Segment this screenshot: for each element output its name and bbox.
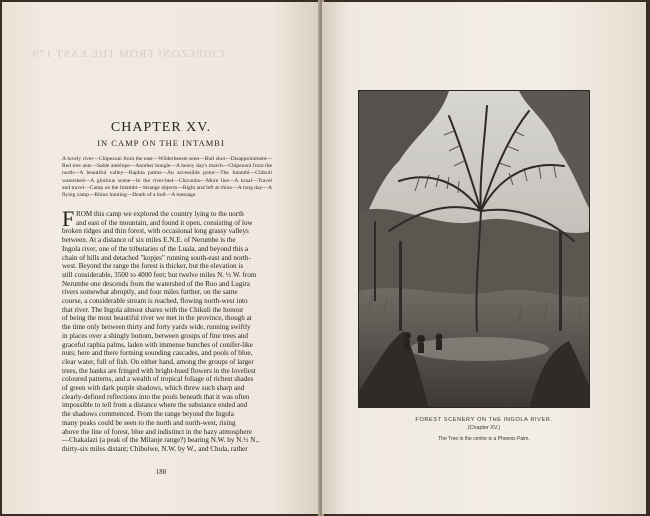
chapter-subtitle: IN CAMP ON THE INTAMBI bbox=[97, 138, 225, 148]
body-text-line: graceful raphia palms, laden with immense bunches of conifer-like bbox=[62, 340, 253, 349]
forest-scenery-photograph bbox=[358, 90, 590, 408]
body-text-line: the time only between thirty and forty yards wide, running swiftly bbox=[62, 323, 251, 332]
body-text-line: of being the most beautiful river we met in the province, though at bbox=[62, 314, 252, 323]
body-text-line: many peaks could be seen to the north and north-west, rising bbox=[62, 418, 236, 427]
right-page bbox=[322, 2, 646, 514]
body-text-line: coloured patterns, and a wealth of tropical foliage of richest shades bbox=[62, 375, 254, 384]
body-text-line: course, a considerable stream is reached, flowing north-west into bbox=[62, 297, 248, 306]
plate-caption-note: The Tree in the centre is a Phoenix Palm. bbox=[438, 436, 530, 442]
body-text-line: clearly-defined reflections into the pools beneath that it was often bbox=[62, 392, 250, 401]
palm-forest-illustration bbox=[359, 91, 590, 408]
body-text-line: in places over a shingly bottom, between groups of fine trees and bbox=[62, 331, 249, 340]
page-number: 180 bbox=[155, 468, 167, 476]
body-text-line: thirty-six miles distant; Chibolwe, N.W. by W., and Chula, rather bbox=[62, 444, 248, 453]
left-page bbox=[2, 2, 320, 514]
body-text-line: —Chakalazi (a peak of the Milanje range?) bearing N.W. by N.½ N., bbox=[62, 436, 260, 445]
body-text-line: Nerumbe one descends from the watershed of the Ruo and Lugira bbox=[62, 279, 250, 288]
body-text-line: chain of hills and detached "kopjes" running south-east and north- bbox=[62, 253, 251, 262]
body-text-line: broken ridges and thin forest, with occasional long grassy valleys bbox=[62, 227, 249, 236]
body-text-line: west. Beyond the range the forest is thicker, but the elevation is bbox=[62, 262, 244, 271]
body-text-line: trees, the banks are fringed with bright-hued flowers in the loveliest bbox=[62, 366, 256, 375]
body-text-line: that river. The Ingola almost shares with the Chikuli the honour bbox=[62, 305, 244, 314]
plate-caption-title: FOREST SCENERY ON THE INGOLA RIVER. bbox=[415, 417, 553, 423]
body-text-line: clear water, full of fish. On either hand, among the groups of larger bbox=[62, 357, 254, 366]
body-text-line: impossible to tell from a distance where the substance ended and bbox=[62, 401, 248, 410]
drop-cap: F bbox=[62, 206, 75, 231]
body-text-line: above the line of forest, blue and indistinct in the hazy atmosphere bbox=[62, 427, 252, 436]
body-text-line: ROM this camp we explored the country lying to the north bbox=[76, 210, 244, 218]
body-text-line: the shadows commenced. From the range beyond the Ingola bbox=[62, 410, 234, 419]
body-text-line: between. At a distance of six miles E.N.E. of Nerumbe is the bbox=[62, 236, 236, 245]
body-text-line: and east of the mountain, and found it open, consisting of low bbox=[76, 218, 253, 227]
show-through-header: CHIPEZONI FROM THE EAST 179 bbox=[32, 48, 225, 60]
body-text-line: nuts; here and there forming sounding cascades, and pools of blue, bbox=[62, 349, 253, 358]
body-text-line: of green with dark purple shadows, which threw such sharp and bbox=[62, 384, 245, 393]
plate-caption-chapter: (Chapter XV.) bbox=[467, 425, 501, 431]
chapter-synopsis: A lovely river—Chipezoni from the east—Wilderbeeste seen—Bull shot—Disappointment—Red tree ants—Sable antelope—Another bungle—A heavy day's march—Chipezoni from the north—A beautiful valley—Raphia palms—An accessible point—The Intambi—Chikuli watershed—A glorious scene—In the river-bed—Chiconbo—More lies—A kraal—Travel and travel—Camp on the Intambi—Strange objects—Right and left at rhino—A long day—A flying camp—Rhino hunting—Death of a bull—A message. bbox=[62, 156, 272, 199]
chapter-title: CHAPTER XV. bbox=[110, 120, 212, 135]
body-text-line: rivers somewhat abruptly, and four miles further, on the same bbox=[62, 288, 238, 297]
body-text-line: Ingola river, one of the tributaries of the Luala, and beyond this a bbox=[62, 244, 249, 253]
body-text bbox=[62, 206, 284, 454]
body-text-line: still considerable, 3500 to 4000 feet; but twelve miles N. ½ W. from bbox=[62, 270, 257, 279]
